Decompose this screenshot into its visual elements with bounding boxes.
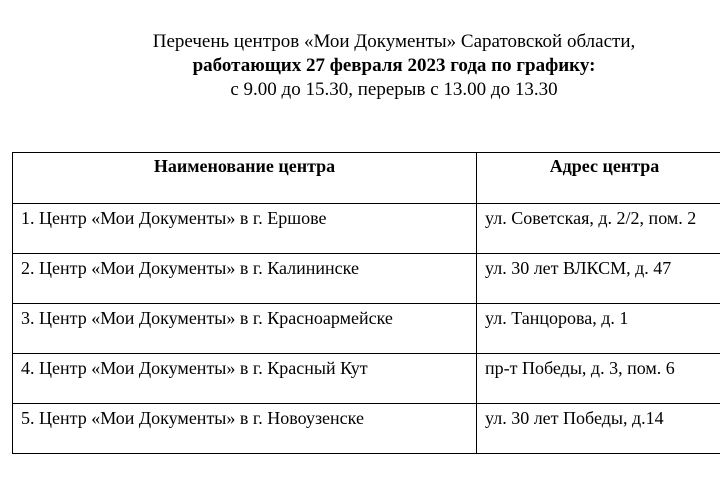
center-address-cell: пр-т Победы, д. 3, пом. 6 [477,354,720,404]
table-header-row [13,153,720,204]
center-name-cell: 3. Центр «Мои Документы» в г. Красноармейске [13,304,477,354]
document-heading [0,30,720,102]
center-name-cell: 1. Центр «Мои Документы» в г. Ершове [13,204,477,254]
heading-line-3: с 9.00 до 15.30, перерыв с 13.00 до 13.30 [230,79,558,100]
heading-line-1: Перечень центров «Мои Документы» Саратовской области, [152,31,636,52]
centers-table [12,152,720,454]
center-name-cell: 4. Центр «Мои Документы» в г. Красный Кут [13,354,477,404]
column-header-name: Наименование центра [13,153,477,204]
table-row [13,254,720,304]
center-name-cell: 2. Центр «Мои Документы» в г. Калининске [13,254,477,304]
center-address-cell: ул. 30 лет Победы, д.14 [477,404,720,454]
center-address-cell: ул. Советская, д. 2/2, пом. 2 [477,204,720,254]
table-row [13,404,720,454]
table-row [13,354,720,404]
column-header-address: Адрес центра [477,153,720,204]
center-name-cell: 5. Центр «Мои Документы» в г. Новоузенске [13,404,477,454]
center-address-cell: ул. 30 лет ВЛКСМ, д. 47 [477,254,720,304]
table-row [13,204,720,254]
table-row [13,304,720,354]
center-address-cell: ул. Танцорова, д. 1 [477,304,720,354]
heading-line-2: работающих 27 февраля 2023 года по графику: [192,55,596,76]
